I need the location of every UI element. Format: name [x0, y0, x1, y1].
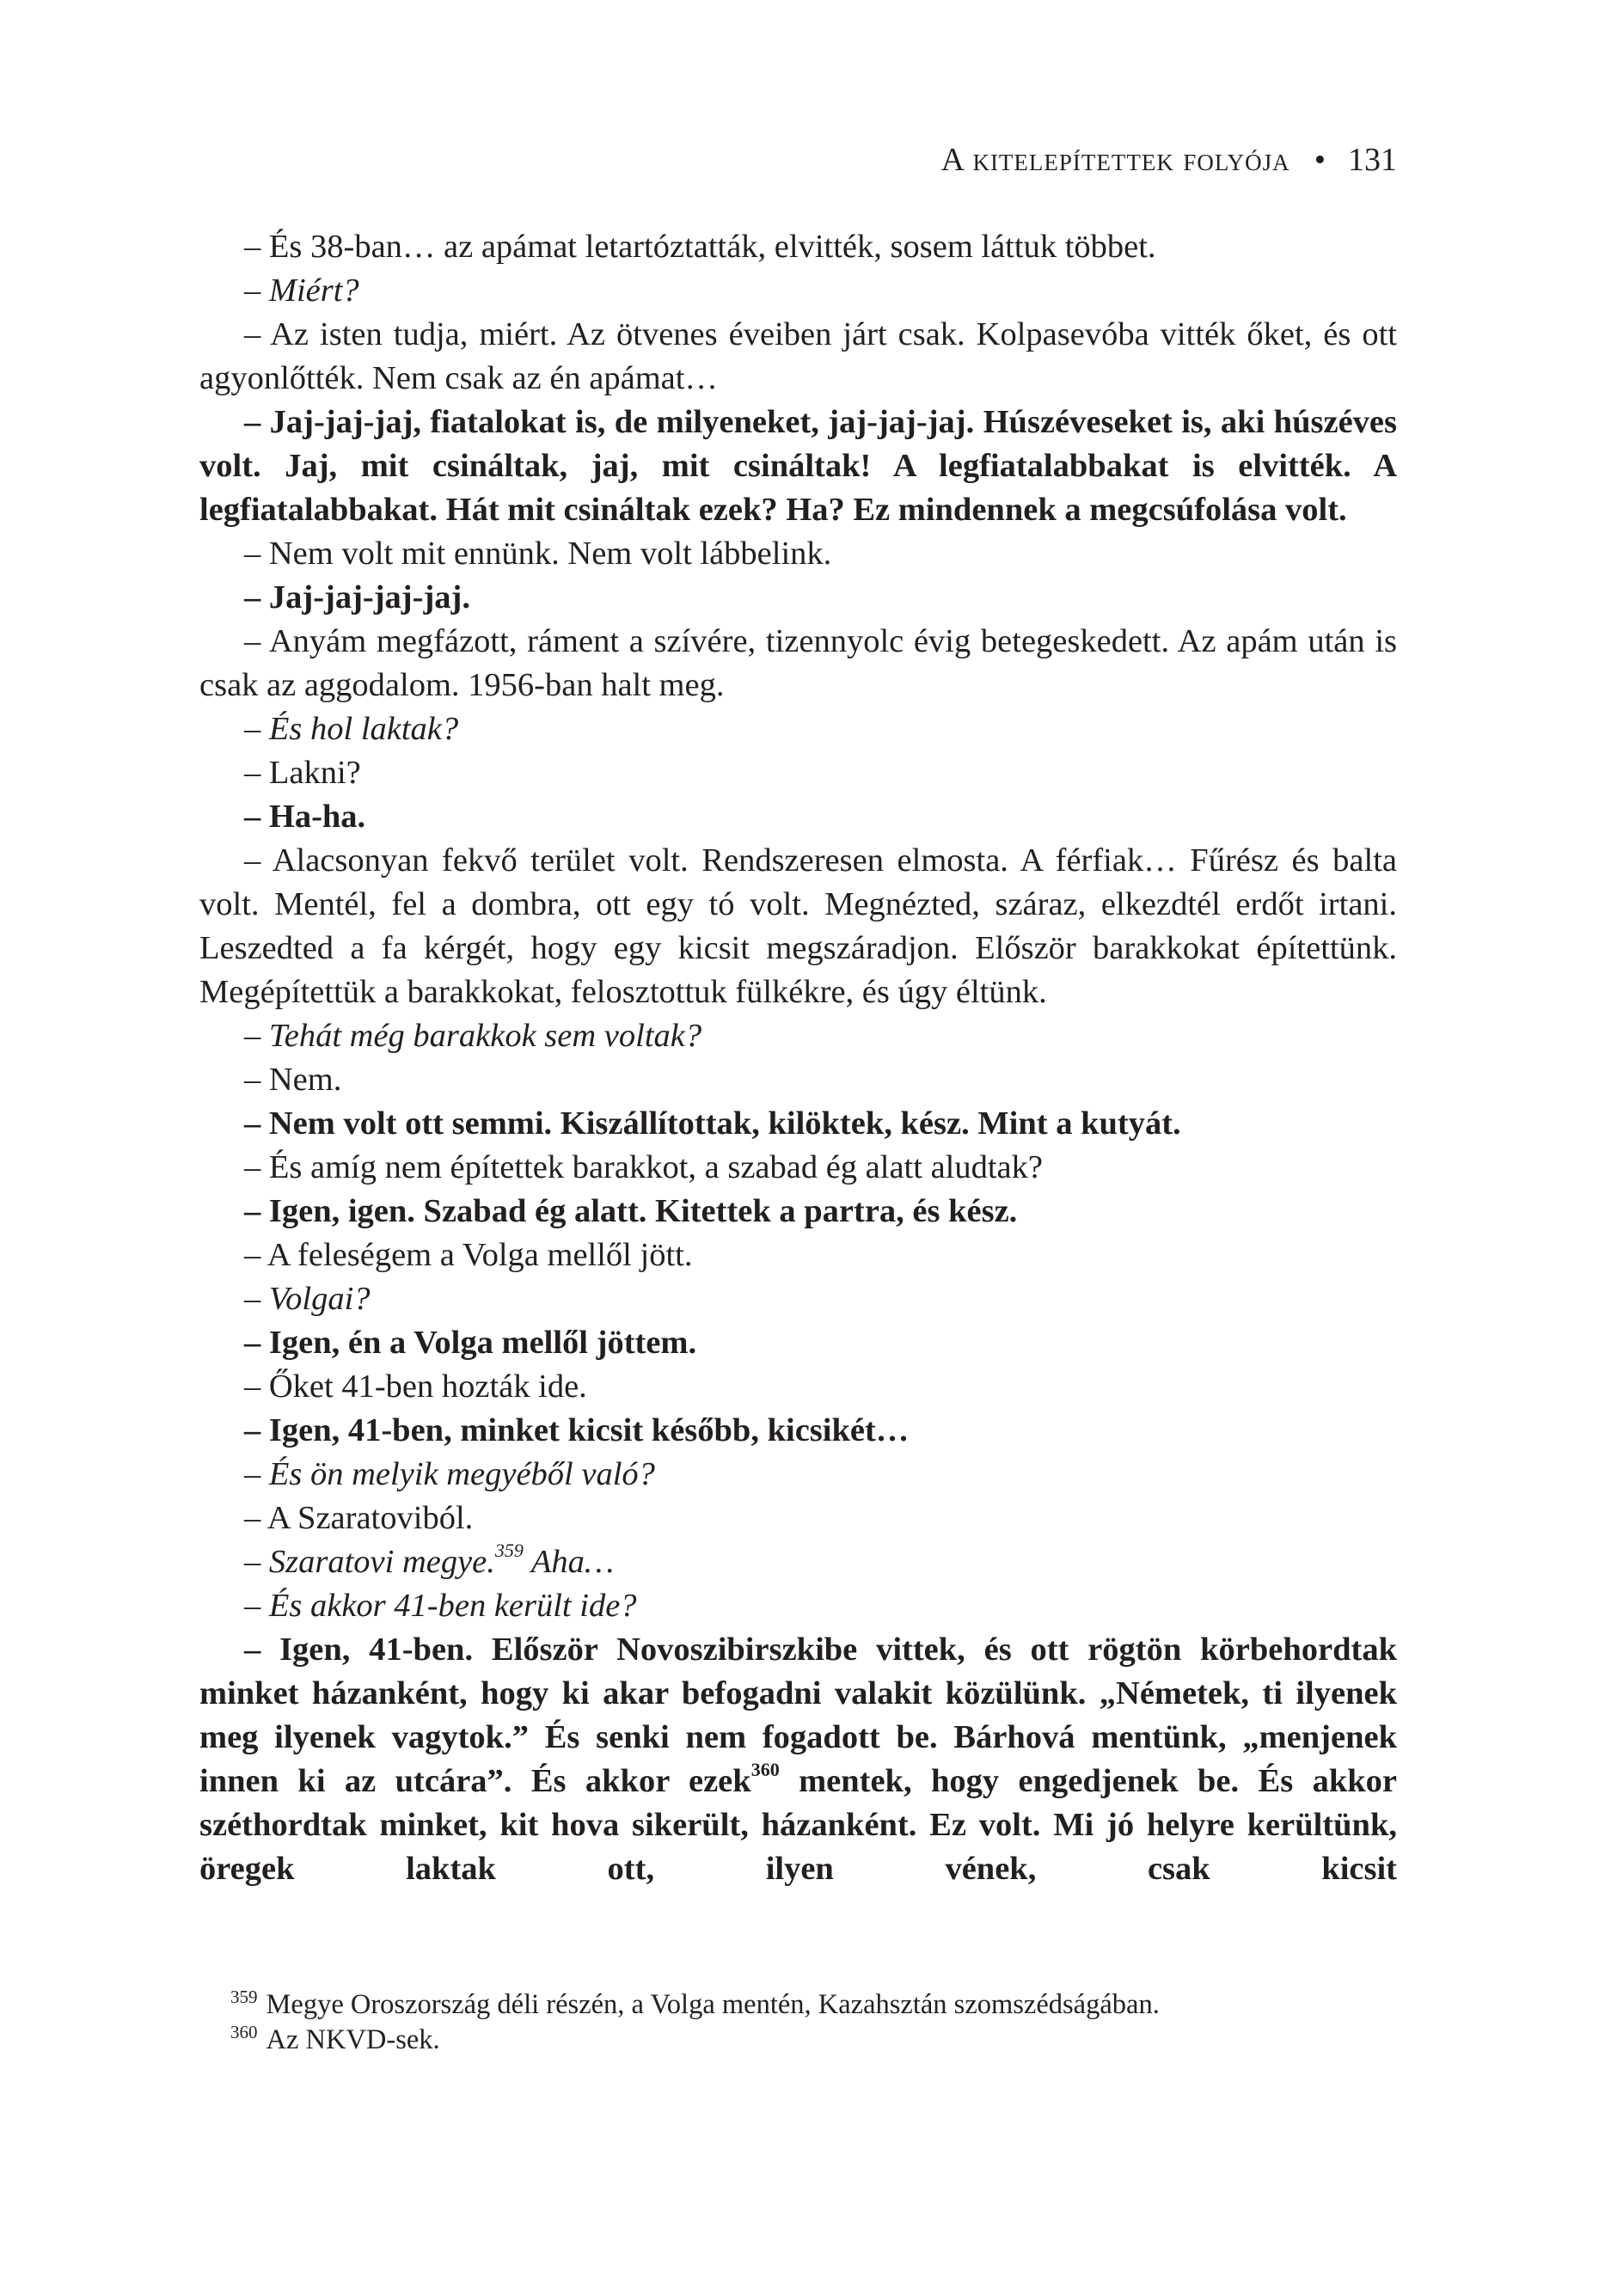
- paragraph-text: mentek, hogy engedjenek be. És akkor széthordtak minket, kit hova sikerült, házanként. Ez volt. Mi jó helyre kerültünk, öregek laktak ott, ilyen vének, csak kicsit: [199, 1763, 1398, 1887]
- paragraph: – Igen, 41-ben, minket kicsit később, kicsikét…: [244, 1412, 910, 1448]
- running-title: A kitelepítettek folyója: [940, 142, 1290, 178]
- paragraph-text: – Szaratovi megye.: [244, 1544, 495, 1580]
- footnote: [199, 1987, 1397, 2022]
- paragraph-text: – Igen, 41-ben. Először Novoszibirszkibe vittek, és ott rögtön körbehordtak minket házanként, hogy ki akar befogadni valakit közülünk. „Németek, ti ilyenek meg ilyenek vagytok.” És senki nem fogadott be. Bárhová mentünk, „menjenek innen ki az utcára”. És akkor ezek: [199, 1632, 1397, 1799]
- paragraph: – És hol laktak?: [244, 711, 459, 747]
- paragraph: – És 38-ban… az apámat letartóztatták, elvitték, sosem láttuk többet.: [244, 229, 1156, 265]
- footnote-number: 360: [230, 2022, 258, 2043]
- paragraph: – Ha-ha.: [244, 799, 366, 835]
- paragraph: – Jaj-jaj-jaj, fiatalokat is, de milyeneket, jaj-jaj-jaj. Húszéveseket is, aki húszéves volt. Jaj, mit csináltak, jaj, mit csináltak! A legfiatalabbakat is elvitték. A legfiatalabbakat. Hát mit csináltak ezek? Ha? Ez mindennek a megcsúfolása volt.: [199, 404, 1397, 528]
- body-text: [199, 225, 1397, 1891]
- paragraph: – Tehát még barakkok sem voltak?: [244, 1018, 702, 1054]
- paragraph: – Anyám megfázott, ráment a szívére, tizennyolc évig betegeskedett. Az apám után is csak az aggodalom. 1956-ban halt meg.: [199, 623, 1397, 703]
- header-separator: •: [1314, 142, 1326, 178]
- paragraph: – A feleségem a Volga mellől jött.: [244, 1237, 693, 1273]
- paragraph: – Lakni?: [244, 755, 361, 791]
- paragraph: – És amíg nem építettek barakkot, a szabad ég alatt aludtak?: [244, 1149, 1043, 1185]
- paragraph: – Igen, én a Volga mellől jöttem.: [244, 1325, 697, 1361]
- paragraph: – Őket 41-ben hozták ide.: [244, 1368, 587, 1405]
- paragraph: – Igen, igen. Szabad ég alatt. Kitettek a partra, és kész.: [244, 1193, 1018, 1229]
- footnote: [199, 2023, 1397, 2057]
- footnote-text: Megye Oroszország déli részén, a Volga mentén, Kazahsztán szomszédságában.: [266, 1989, 1160, 2020]
- paragraph-text: Aha…: [523, 1544, 615, 1580]
- paragraph: [199, 1628, 1397, 1891]
- paragraph: – És ön melyik megyéből való?: [244, 1456, 655, 1492]
- paragraph: – Alacsonyan fekvő terület volt. Rendszeresen elmosta. A férfiak… Fűrész és balta volt. Mentél, fel a dombra, ott egy tó volt. Megnézted, száraz, elkezdtél erdőt irtani. Leszedted a fa kérgét, hogy egy kicsit megszáradjon. Először barakkokat építettünk. Megépítettük a barakkokat, felosztottuk fülkékre, és úgy éltünk.: [199, 842, 1397, 1010]
- footnote-number: 359: [230, 1987, 258, 2008]
- paragraph: – Nem.: [244, 1062, 342, 1098]
- paragraph: – Nem volt ott semmi. Kiszállítottak, kilöktek, kész. Mint a kutyát.: [244, 1105, 1181, 1142]
- paragraph: – Miért?: [244, 272, 359, 309]
- page-number: 131: [1348, 142, 1397, 178]
- paragraph: – Nem volt mit ennünk. Nem volt lábbelink.: [244, 536, 832, 572]
- paragraph: – Jaj-jaj-jaj-jaj.: [244, 579, 470, 615]
- paragraph: – Az isten tudja, miért. Az ötvenes éveiben járt csak. Kolpasevóba vitték őket, és ott agyonlőtték. Nem csak az én apámat…: [199, 316, 1397, 396]
- running-header: [199, 139, 1397, 181]
- footnote-text: Az NKVD-sek.: [266, 2024, 440, 2055]
- footnote-reference[interactable]: 360: [750, 1759, 780, 1781]
- footnote-reference[interactable]: 359: [494, 1540, 524, 1562]
- paragraph: [199, 1540, 1397, 1584]
- paragraph: – A Szaratoviból.: [244, 1500, 474, 1536]
- paragraph: – Volgai?: [244, 1281, 371, 1317]
- paragraph: – És akkor 41-ben került ide?: [244, 1588, 637, 1624]
